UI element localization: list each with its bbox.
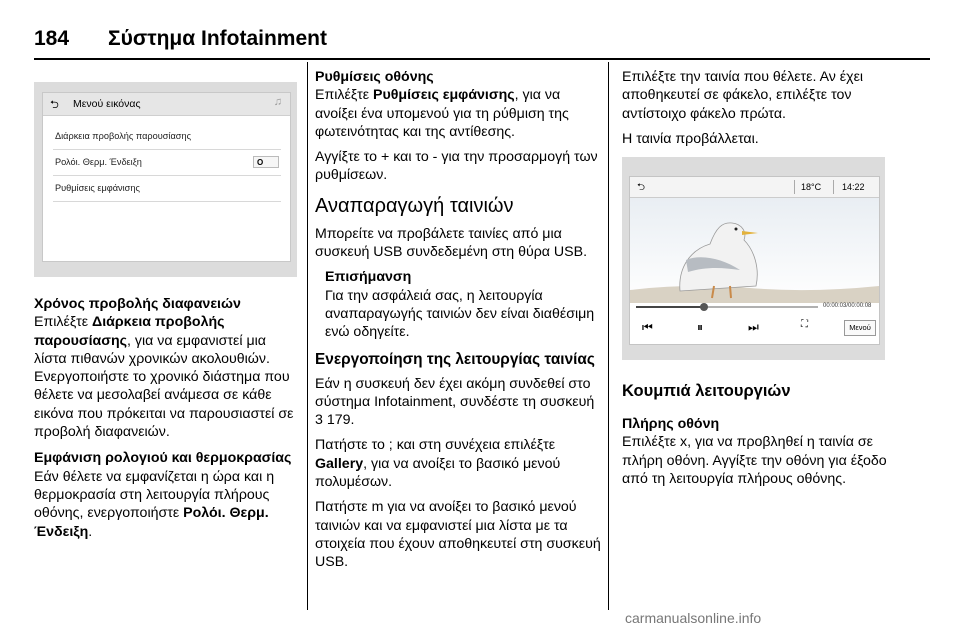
heading-movie-playback: Αναπαραγωγή ταινιών	[315, 194, 514, 217]
picture-menu-titlebar	[43, 93, 290, 116]
seagull-image	[630, 198, 879, 303]
paragraph-adjust: Αγγίξτε το + και το - για την προσαρμογή των ρυθμίσεων.	[315, 149, 598, 184]
paragraph-full-screen: Επιλέξτε x, για να προβληθεί η ταινία σε πλήρη οθόνη. Αγγίξτε την οθόνη για έξοδο από τη λειτουργία πλήρους οθόνης.	[622, 434, 887, 487]
column-2	[315, 68, 605, 579]
menu-separator	[53, 175, 281, 176]
next-track-icon[interactable]: ⏭	[748, 320, 759, 334]
movie-frame[interactable]	[630, 198, 879, 303]
page-title: Σύστημα Infotainment	[108, 27, 327, 50]
back-arrow-icon[interactable]: ⮌	[637, 182, 646, 193]
previous-track-icon[interactable]: ⏮	[642, 320, 653, 334]
heading-clock-temp: Εμφάνιση ρολογιού και θερμοκρασίας	[34, 450, 292, 467]
player-status-bar	[630, 177, 879, 198]
progress-knob[interactable]	[700, 303, 708, 311]
heading-activate-movie: Ενεργοποίηση της λειτουργίας ταινίας	[315, 350, 595, 368]
heading-full-screen: Πλήρης οθόνη	[622, 416, 720, 432]
clock-temp-toggle[interactable]: O	[253, 156, 279, 168]
elapsed-time: 00:00:03/00:00:08	[823, 303, 872, 309]
player-menu-button[interactable]: Μενού	[844, 320, 876, 336]
menu-item-display-settings[interactable]: Ρυθμίσεις εμφάνισης	[55, 183, 140, 193]
paragraph-connect: Εάν η συσκευή δεν έχει ακόμη συνδεθεί στο σύστημα Infotainment, συνδέστε τη συσκευή 3 179.	[315, 375, 595, 429]
menu-item-slideshow-duration[interactable]: Διάρκεια προβολής παρουσίασης	[55, 131, 191, 141]
paragraph-usb: Μπορείτε να προβάλετε ταινίες από μια συσκευή USB συνδεδεμένη στη θύρα USB.	[315, 225, 588, 261]
heading-display-settings: Ρυθμίσεις οθόνης	[315, 69, 434, 85]
column-divider-2	[608, 62, 609, 610]
heading-function-buttons: Κουμπιά λειτουργιών	[622, 382, 791, 400]
paragraph-slideshow: Επιλέξτε Διάρκεια προβολής παρουσίασης, για να εμφανιστεί μια λίστα πιθανών χρονικών ακολουθιών. Ενεργοποιήστε το χρονικό διάστημα που θέλετε να μεσολαβεί ανάμεσα σε κάθε εικόνα που πρόκειται να παρουσιαστεί σε προβολή διαφανειών.	[34, 314, 294, 441]
safety-note	[315, 268, 605, 341]
music-note-icon[interactable]: ♫	[273, 96, 282, 108]
menu-separator	[53, 201, 281, 202]
back-arrow-icon[interactable]: ⮌	[50, 99, 59, 111]
paragraph-display-settings: Επιλέξτε Ρυθμίσεις εμφάνισης, για να ανοίξει ένα υπομενού για τη ρύθμιση της φωτεινότητας και της αντίθεσης.	[315, 87, 569, 140]
temperature-readout: 18°C	[801, 182, 822, 192]
playback-progress-bar[interactable]	[636, 306, 818, 308]
pause-icon[interactable]: ⏸	[697, 320, 704, 334]
paragraph-gallery: Πατήστε το ; και στη συνέχεια επιλέξτε Gallery, για να ανοίξει το βασικό μενού πολυμέσων.	[315, 437, 561, 491]
paragraph-select-movie: Επιλέξτε την ταινία που θέλετε. Αν έχει αποθηκευτεί σε φάκελο, επιλέξτε τον αντίστοιχο φάκελο πρώτα.	[622, 69, 864, 122]
column-1	[34, 295, 298, 548]
footer-watermark: carmanualsonline.info	[625, 610, 762, 626]
movie-player-screenshot	[622, 157, 885, 360]
note-title: Επισήμανση	[325, 269, 412, 286]
column-3-top	[622, 68, 892, 155]
heading-slideshow-time: Χρόνος προβολής διαφανειών	[34, 296, 241, 312]
picture-menu-screenshot	[34, 82, 297, 277]
header-rule	[34, 58, 930, 60]
fullscreen-format-icon[interactable]: ⛶	[801, 319, 808, 330]
picture-menu-screen	[42, 92, 291, 262]
progress-fill	[636, 306, 704, 308]
note-text: Για την ασφάλειά σας, η λειτουργία αναπαραγωγής ταινιών δεν είναι διαθέσιμη ενώ οδηγείτε.	[325, 287, 595, 341]
menu-item-clock-temp[interactable]: Ρολόι. Θερμ. Ένδειξη	[55, 157, 142, 167]
picture-menu-title: Μενού εικόνας	[73, 98, 141, 110]
column-divider-1	[307, 62, 308, 610]
page-number: 184	[34, 27, 70, 50]
menu-separator	[53, 149, 281, 150]
movie-player-screen	[629, 176, 880, 345]
status-divider	[833, 180, 834, 194]
paragraph-movie-menu: Πατήστε m για να ανοίξει το βασικό μενού ταινιών και να εμφανιστεί μια λίστα με τα στοιχεία που έχουν αποθηκευτεί στη συσκευή USB.	[315, 499, 601, 571]
paragraph-clock-temp: Εάν θέλετε να εμφανίζεται η ώρα και η θερμοκρασία στη λειτουργία πλήρους οθόνης, ενεργοποιήστε Ρολόι. Θερμ. Ένδειξη.	[34, 468, 275, 540]
page-header	[34, 27, 327, 51]
column-3-bottom	[622, 381, 892, 495]
paragraph-movie-plays: Η ταινία προβάλλεται.	[622, 130, 759, 147]
status-divider	[794, 180, 795, 194]
clock-readout: 14:22	[842, 182, 865, 192]
